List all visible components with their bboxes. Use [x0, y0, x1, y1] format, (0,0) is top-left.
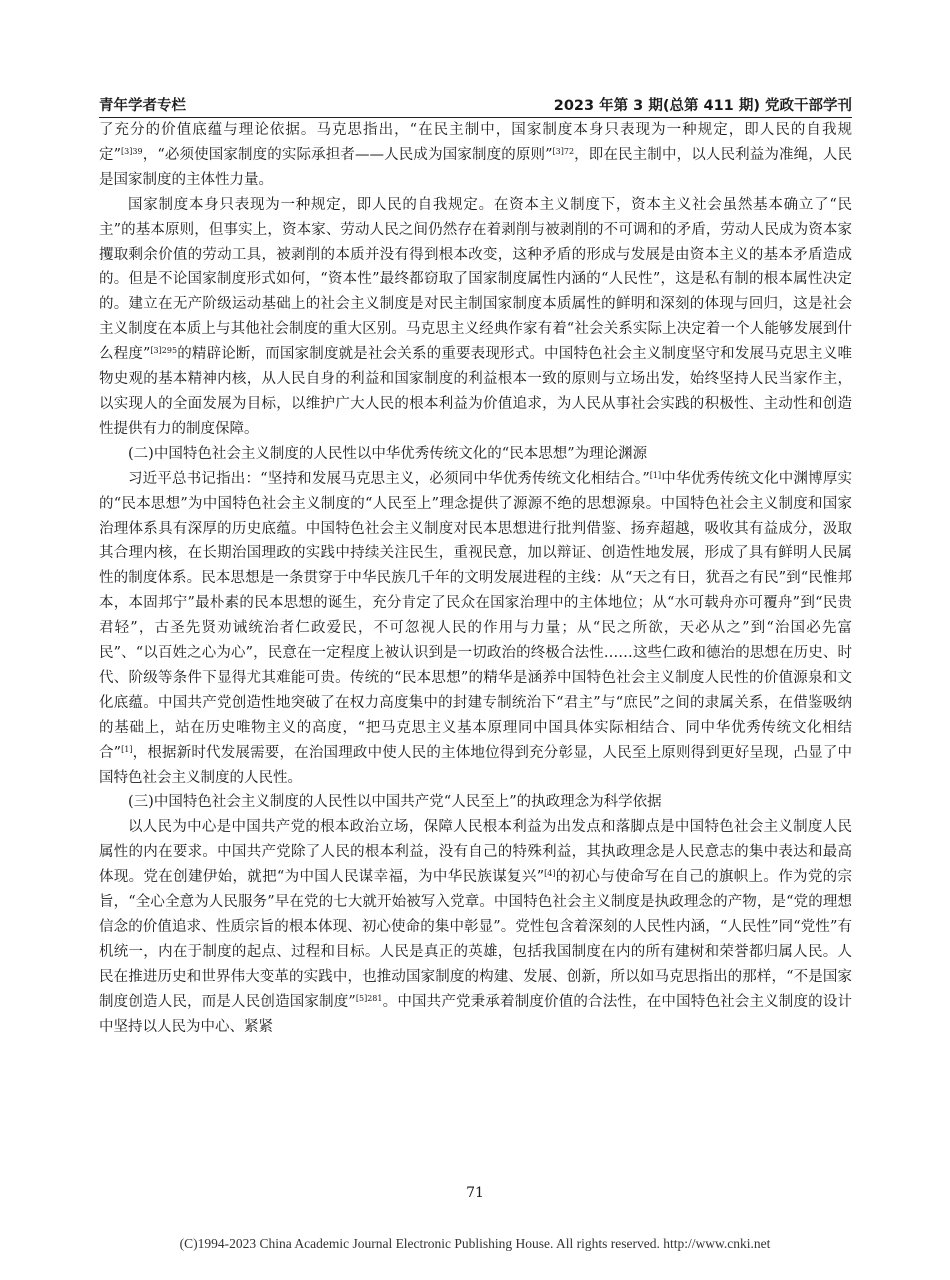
citation: [3]39: [121, 146, 143, 156]
copyright-footer: (C)1994-2023 China Academic Journal Electronic Publishing House. All rights reserved. http://www.cnki.net: [179, 1236, 771, 1251]
paragraph: 以人民为中心是中国共产党的根本政治立场，保障人民根本利益为出发点和落脚点是中国特色社会主义制度人民属性的内在要求。中国共产党除了人民的根本利益，没有自己的特殊利益，其执政理念是人民意志的集中表达和最高体现。党在创建伊始，就把“为中国人民谋幸福，为中华民族谋复兴”[4]的初心与使命写在自己的旗帜上。作为党的宗旨，“全心全意为人民服务”早在党的七大就开始被写入党章。中国特色社会主义制度是执政理念的产物，是“党的理想信念的价值追求、性质宗旨的根本体现、初心使命的集中彰显”。党性包含着深刻的人民性内涵，“人民性”同“党性”有机统一，内在于制度的起点、过程和目标。人民是真正的英雄，包括我国制度在内的所有建树和荣誉都归属人民。人民在推进历史和世界伟大变革的实践中，也推动国家制度的构建、发展、创新，所以如马克思指出的那样，“不是国家制度创造人民，而是人民创造国家制度”$^{[5]281}$。中国共产党秉承着制度价值的合法性，在中国特色社会主义制度的设计中坚持以人民为中心、紧紧: [99, 819, 852, 1035]
running-header: [99, 94, 852, 118]
journal-issue: 2023 年第 3 期(总第 411 期) 党政干部学刊: [553, 98, 852, 114]
citation: [4]: [544, 869, 556, 879]
paragraph: 了充分的价值底蕴与理论依据。马克思指出，“在民主制中，国家制度本身只表现为一种规定，即人民的自我规定”$^{[3]39}$，“必须使国家制度的实际承担者——人民成为国家制度的原则”$^{[3]72}$，即在民主制中，以人民利益为准绳，人民是国家制度的主体性力量。: [99, 122, 852, 188]
paragraph: 国家制度本身只表现为一种规定，即人民的自我规定。在资本主义制度下，资本主义社会虽然基本确立了“民主”的基本原则，但事实上，资本家、劳动人民之间仍然存在着剥削与被剥削的不可调和的矛盾，劳动人民成为资本家攫取剩余价值的劳动工具，被剥削的本质并没有得到根本改变，这种矛盾的形成与发展是由资本主义的基本矛盾造成的。但是不论国家制度形式如何，“资本性”最终都窃取了国家制度属性内涵的“人民性”，这是私有制的根本属性决定的。建立在无产阶级运动基础上的社会主义制度是对民主制国家制度本质属性的鲜明和深刻的体现与回归，这是社会主义制度在本质上与其他社会制度的重大区别。马克思主义经典作家有着“社会关系实际上决定着一个人能够发展到什么程度”$^{[3]295}$的精辟论断，而国家制度就是社会关系的重要表现形式。中国特色社会主义制度坚守和发展马克思主义唯物史观的基本精神内核，从人民自身的利益和国家制度的利益根本一致的原则与立场出发，始终坚持人民当家作主，以实现人的全面发展为目标，以维护广大人民的根本利益为价值追求，为人民从事社会实践的积极性、主动性和创造性提供有力的制度保障。: [99, 196, 852, 437]
citation: [3]295: [150, 346, 178, 356]
section-heading: (二)中国特色社会主义制度的人民性以中华优秀传统文化的“民本思想”为理论渊源: [128, 445, 648, 462]
article-body: [99, 118, 852, 1040]
citation: [1]: [121, 744, 133, 754]
section-heading: (三)中国特色社会主义制度的人民性以中国共产党“人民至上”的执政理念为科学依据: [128, 794, 662, 811]
paragraph: 习近平总书记指出：“坚持和发展马克思主义，必须同中华优秀传统文化相结合。”[1]中华优秀传统文化中渊博厚实的“民本思想”为中国特色社会主义制度的“人民至上”理念提供了源源不绝的思想源泉。中国特色社会主义制度和国家治理体系具有深厚的历史底蕴。中国特色社会主义制度对民本思想进行批判借鉴、扬弃超越，吸收其有益成分，汲取其合理内核，在长期治国理政的实践中持续关注民生，重视民意，加以辩证、创造性地发展，形成了具有鲜明人民属性的制度体系。民本思想是一条贯穿于中华民族几千年的文明发展进程的主线：从“天之有日，犹吾之有民”到“民惟邦本，本固邦宁”最朴素的民本思想的诞生，充分肯定了民众在国家治理中的主体地位；从“水可载舟亦可覆舟”到“民贵君轻”，古圣先贤劝诫统治者仁政爱民，不可忽视人民的作用与力量；从“民之所欲，天必从之”到“治国必先富民”、“以百姓之心为心”，民意在一定程度上被认识到是一切政治的终极合法性……这些仁政和德治的思想在历史、时代、阶级等条件下显得尤其难能可贵。传统的“民本思想”的精华是涵养中国特色社会主义制度人民性的价值源泉和文化底蕴。中国共产党创造性地突破了在权力高度集中的封建专制统治下“君主”与“庶民”之间的隶属关系，在借鉴吸纳的基础上，站在历史唯物主义的高度，“把马克思主义基本原理同中国具体实际相结合、同中华优秀传统文化相结合”[1]，根据新时代发展需要，在治国理政中使人民的主体地位得到充分彰显，人民至上原则得到更好呈现，凸显了中国特色社会主义制度的人民性。: [99, 470, 853, 786]
page-number: 71: [466, 1185, 484, 1201]
column-title: 青年学者专栏: [99, 98, 186, 114]
citation: [5]281: [355, 993, 383, 1003]
citation: [1]: [649, 470, 662, 480]
citation: [3]72: [552, 146, 575, 156]
